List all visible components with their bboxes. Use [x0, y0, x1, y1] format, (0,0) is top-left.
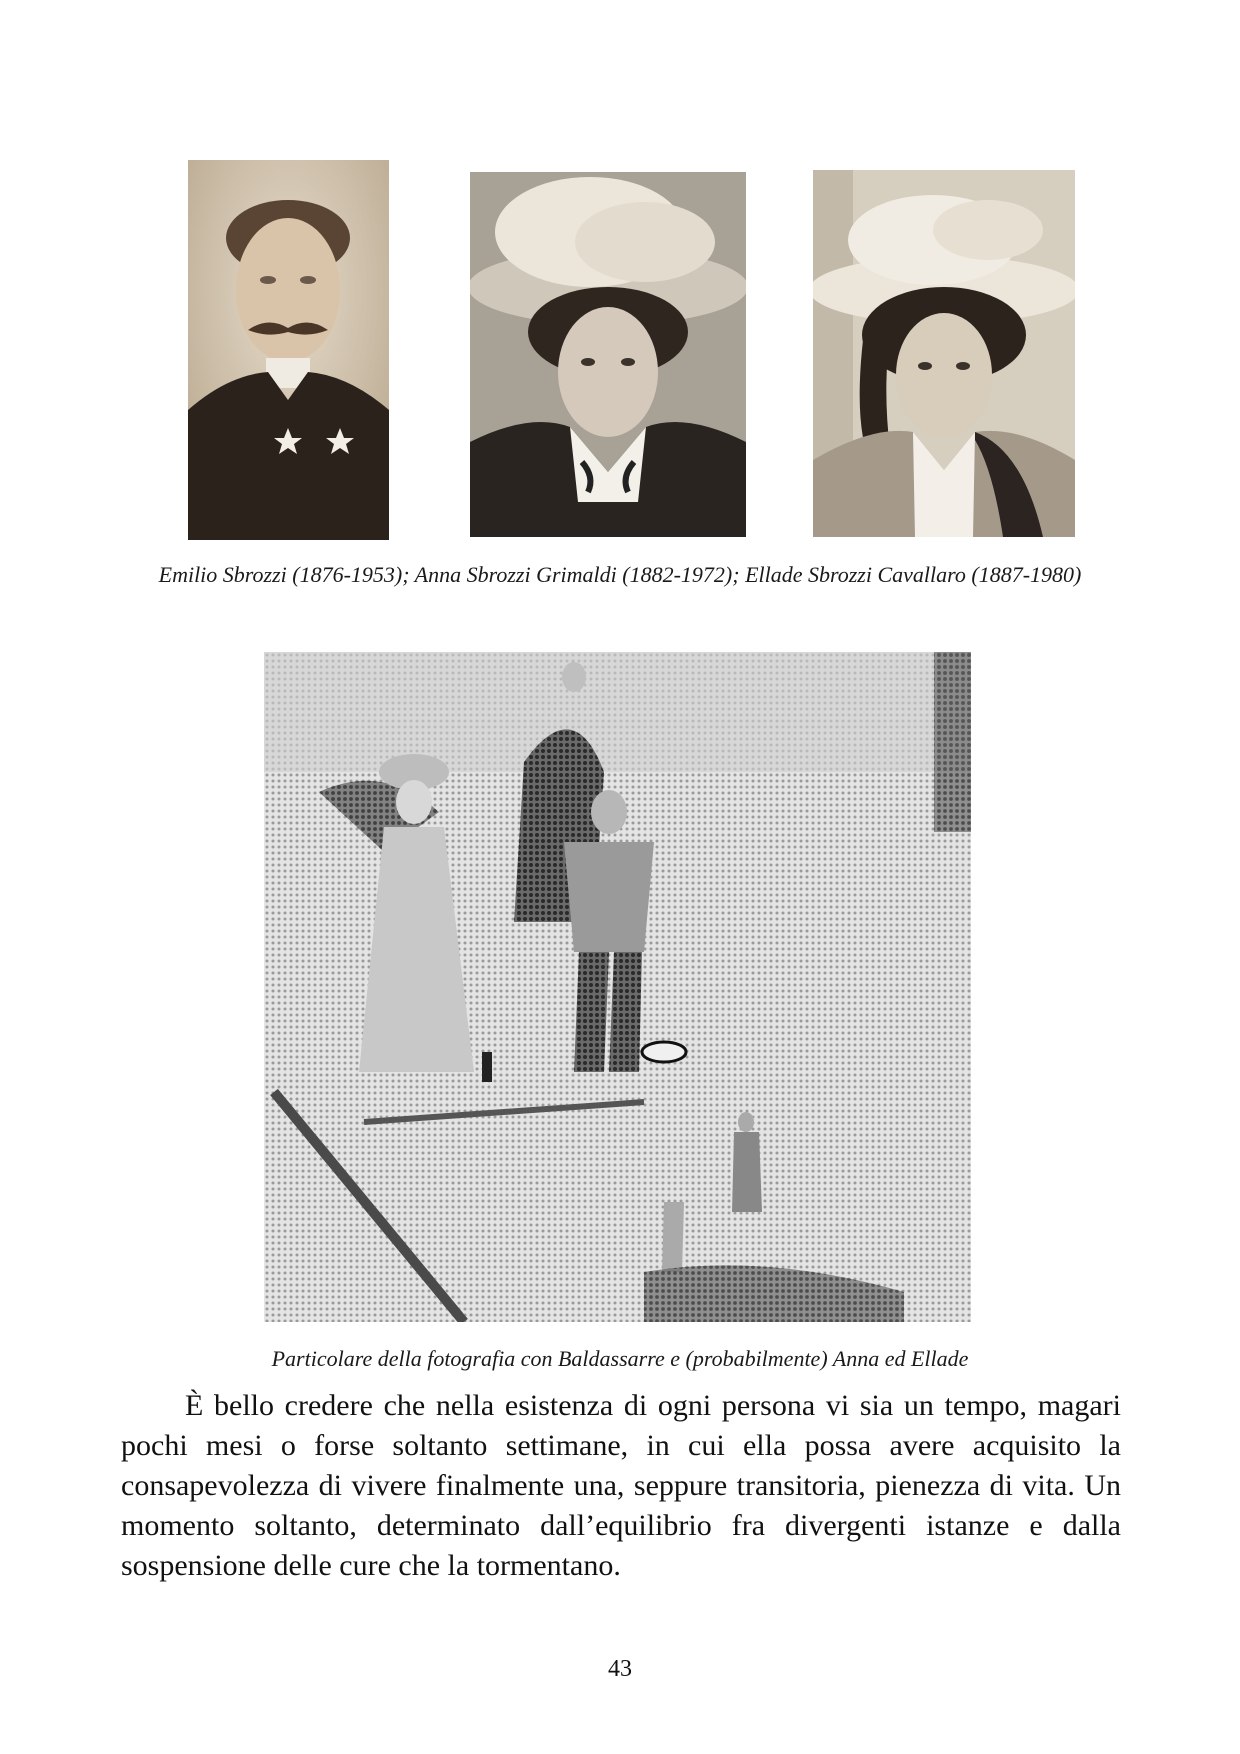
page-number: 43 [608, 1656, 632, 1682]
group-photo-caption: Particolare della fotografia con Baldassarre e (probabilmente) Anna ed Ellade [271, 1346, 969, 1371]
portraits-caption: Emilio Sbrozzi (1876-1953); Anna Sbrozzi Grimaldi (1882-1972); Ellade Sbrozzi Cavallaro (1887-1980) [158, 562, 1082, 587]
portrait-emilio-illustration [188, 160, 389, 540]
portrait-anna-photo [470, 172, 746, 537]
portrait-ellade-photo [813, 170, 1075, 537]
body-paragraph: È bello credere che nella esistenza di ogni persona vi sia un tempo, magari pochi mesi o forse soltanto settimane, in cui ella possa avere acquisito la consapevolezza di vivere finalmente una, seppure transitoria, pienezza di vita. Un momento soltanto, determinato dall’equilibrio fra divergenti istanze e dalla sospensione delle cure che la tormentano. [121, 1389, 1121, 1582]
portrait-anna-illustration [470, 172, 746, 537]
portrait-emilio-photo [188, 160, 389, 540]
group-photo [264, 652, 971, 1322]
group-photo-illustration [264, 652, 971, 1322]
portrait-ellade-illustration [813, 170, 1075, 537]
